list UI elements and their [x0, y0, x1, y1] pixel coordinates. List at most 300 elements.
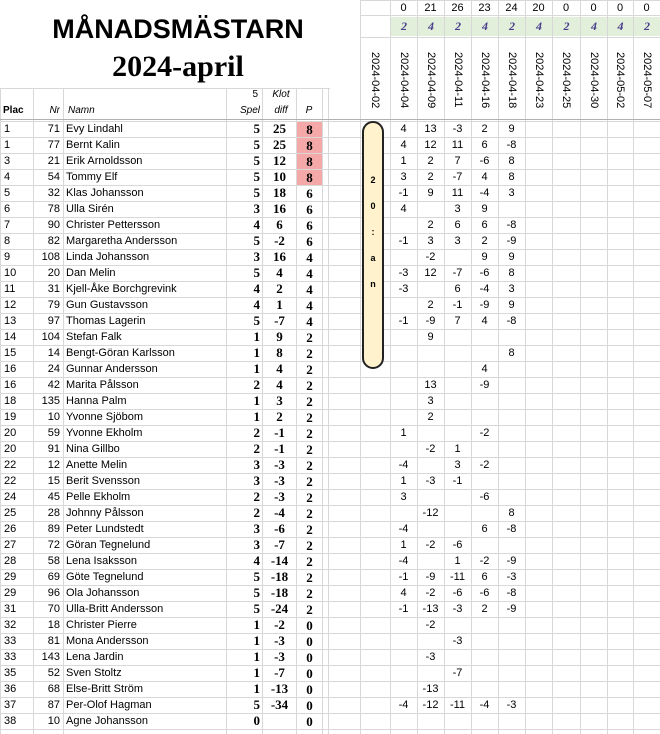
cell-namn: Marita Pålsson — [66, 379, 139, 391]
cell-score — [360, 377, 390, 393]
cell-score: -7 — [452, 171, 463, 183]
cell-namn: Nina Gillbo — [66, 443, 120, 455]
cell-klot-diff: -2 — [274, 233, 285, 248]
cell-poang: 2 — [306, 490, 313, 505]
cell-spel: 2 — [253, 377, 260, 392]
cell-namn: Bernt Kalin — [66, 139, 120, 151]
cell-placering: 20 — [4, 427, 17, 439]
round-count: 26 — [451, 2, 464, 14]
date-header: 2024-04-30 — [587, 52, 600, 109]
cell-spel: 5 — [253, 185, 260, 200]
cell-score: 6 — [481, 571, 488, 583]
cell-nr: 18 — [47, 619, 60, 631]
cell-score: 9 — [481, 203, 488, 215]
cell-nr: 52 — [47, 667, 60, 679]
cell-placering: 1 — [4, 139, 11, 151]
round-count: 23 — [478, 2, 491, 14]
cell-score: -4 — [479, 187, 490, 199]
cell-poang: 6 — [306, 234, 313, 249]
cell-poang: 2 — [306, 442, 313, 457]
cell-score — [360, 601, 390, 617]
cell-score — [471, 505, 498, 521]
cell-placering: 14 — [4, 331, 17, 343]
table-row — [0, 361, 660, 377]
cell-score: -9 — [506, 603, 517, 615]
header-spel: Spel — [239, 105, 260, 116]
cell-spel: 1 — [253, 393, 260, 408]
cell-score — [417, 553, 444, 569]
cell-klot-diff: -18 — [270, 585, 289, 600]
cell-spel: 3 — [253, 201, 260, 216]
cell-namn: Linda Johansson — [66, 251, 150, 263]
cell-klot-diff: 1 — [276, 297, 283, 312]
cell-poang: 8 — [297, 122, 322, 137]
cell-score: 4 — [481, 315, 488, 327]
sheet-title: MÅNADSMÄSTARN — [52, 14, 304, 44]
cell-klot-diff: 4 — [276, 377, 283, 392]
cell-score — [471, 713, 498, 729]
cell-score — [444, 649, 471, 665]
cell-klot-diff: -34 — [270, 697, 289, 712]
cell-score — [471, 329, 498, 345]
table-count: 2 — [445, 17, 471, 36]
cell-score: 3 — [454, 203, 461, 215]
cell-score: 1 — [400, 155, 407, 167]
cell-placering: 9 — [4, 251, 11, 263]
cell-namn: Gun Gustavsson — [66, 299, 148, 311]
cell-nr: 59 — [47, 427, 60, 439]
date-header: 2024-04-09 — [424, 52, 437, 109]
cell-spel: 5 — [253, 601, 260, 616]
cell-placering: 33 — [4, 635, 17, 647]
cell-score — [360, 617, 390, 633]
header-poang: P — [305, 105, 313, 116]
cell-placering: 13 — [4, 315, 17, 327]
cell-placering: 7 — [4, 219, 11, 231]
cell-spel: 3 — [253, 457, 260, 472]
table-row — [0, 457, 660, 473]
cell-score — [390, 249, 417, 265]
table-count: 2 — [391, 17, 417, 36]
cell-poang: 4 — [306, 298, 313, 313]
cell-namn: Ulla-Britt Andersson — [66, 603, 164, 615]
date-header: 2024-04-16 — [478, 52, 491, 109]
cell-namn: Peter Lundstedt — [66, 523, 144, 535]
cell-spel: 3 — [253, 473, 260, 488]
cell-score: -3 — [425, 475, 436, 487]
cell-namn: Anette Melin — [66, 459, 128, 471]
table-row — [0, 585, 660, 601]
cell-score — [390, 377, 417, 393]
cell-namn: Johnny Pålsson — [66, 507, 144, 519]
sheet-subtitle: 2024-april — [112, 50, 244, 83]
cell-nr: 97 — [47, 315, 60, 327]
cell-placering: 18 — [4, 395, 17, 407]
cell-score — [390, 617, 417, 633]
paus-char: : — [371, 227, 375, 237]
cell-poang: 4 — [306, 314, 313, 329]
cell-score: 4 — [481, 363, 488, 375]
cell-score: 4 — [400, 203, 407, 215]
cell-score — [360, 633, 390, 649]
cell-score: 13 — [424, 123, 437, 135]
cell-score: -8 — [506, 219, 517, 231]
table-count: 2 — [499, 17, 525, 36]
table-count: 2 — [634, 17, 660, 36]
cell-score: 2 — [481, 123, 488, 135]
cell-namn: Hanna Palm — [66, 395, 127, 407]
cell-score — [417, 361, 444, 377]
cell-score — [417, 633, 444, 649]
cell-score: -13 — [422, 603, 439, 615]
table-row — [0, 201, 660, 217]
cell-score — [360, 713, 390, 729]
cell-score — [444, 329, 471, 345]
cell-score — [417, 201, 444, 217]
cell-klot-diff: -7 — [274, 537, 285, 552]
table-row — [0, 409, 660, 425]
cell-placering: 37 — [4, 699, 17, 711]
header-namn: Namn — [68, 105, 95, 116]
cell-klot-diff: -24 — [270, 601, 289, 616]
cell-spel: 4 — [253, 553, 260, 568]
cell-score: -9 — [506, 555, 517, 567]
cell-poang: 2 — [306, 426, 313, 441]
cell-spel: 5 — [253, 697, 260, 712]
table-row — [0, 313, 660, 329]
cell-poang: 8 — [297, 154, 322, 169]
cell-score: 6 — [454, 283, 461, 295]
cell-score — [498, 649, 525, 665]
table-count: 4 — [581, 17, 607, 36]
cell-spel: 5 — [253, 233, 260, 248]
cell-score: -8 — [506, 587, 517, 599]
cell-score — [498, 201, 525, 217]
cell-score — [471, 441, 498, 457]
cell-placering: 20 — [4, 443, 17, 455]
cell-klot-diff: -3 — [274, 633, 285, 648]
cell-score — [360, 457, 390, 473]
cell-nr: 42 — [47, 379, 60, 391]
cell-score: -2 — [479, 427, 490, 439]
cell-poang: 2 — [306, 410, 313, 425]
cell-score: 3 — [454, 235, 461, 247]
cell-spel: 0 — [253, 713, 260, 728]
cell-placering: 25 — [4, 507, 17, 519]
cell-nr: 143 — [41, 651, 60, 663]
cell-namn: Ola Johansson — [66, 587, 140, 599]
table-row — [0, 393, 660, 409]
cell-klot-diff: -7 — [274, 313, 285, 328]
cell-score — [390, 649, 417, 665]
table-row — [0, 249, 660, 265]
cell-score — [417, 713, 444, 729]
cell-spel: 1 — [253, 361, 260, 376]
cell-score — [360, 681, 390, 697]
cell-spel: 5 — [253, 265, 260, 280]
cell-poang: 2 — [306, 458, 313, 473]
cell-score: 6 — [481, 219, 488, 231]
table-row — [0, 137, 660, 153]
cell-namn: Berit Svensson — [66, 475, 140, 487]
cell-score — [444, 425, 471, 441]
cell-namn: Thomas Lagerin — [66, 315, 146, 327]
cell-score — [390, 217, 417, 233]
cell-score: 6 — [454, 219, 461, 231]
cell-score: 12 — [424, 267, 437, 279]
cell-score: 1 — [454, 443, 461, 455]
cell-nr: 68 — [47, 683, 60, 695]
cell-namn: Agne Johansson — [66, 715, 148, 727]
cell-score — [471, 409, 498, 425]
gridline-h — [360, 37, 660, 38]
cell-score — [498, 633, 525, 649]
cell-score — [498, 409, 525, 425]
cell-namn: Klas Johansson — [66, 187, 144, 199]
cell-score: -9 — [506, 235, 517, 247]
cell-namn: Christer Pettersson — [66, 219, 161, 231]
cell-poang: 6 — [306, 186, 313, 201]
table-row — [0, 329, 660, 345]
table-row — [0, 521, 660, 537]
cell-namn: Sven Stoltz — [66, 667, 122, 679]
cell-score — [360, 665, 390, 681]
cell-score — [417, 457, 444, 473]
cell-score: -1 — [398, 571, 409, 583]
cell-score: -2 — [425, 539, 436, 551]
cell-score — [498, 329, 525, 345]
cell-score: -3 — [452, 635, 463, 647]
gridline-h — [0, 88, 330, 89]
cell-spel: 1 — [253, 345, 260, 360]
cell-score: -2 — [425, 619, 436, 631]
cell-score: 6 — [481, 523, 488, 535]
cell-nr: 81 — [47, 635, 60, 647]
cell-score: 9 — [508, 251, 515, 263]
table-row — [0, 121, 660, 137]
table-row — [0, 489, 660, 505]
cell-spel: 1 — [253, 409, 260, 424]
cell-score: -3 — [506, 699, 517, 711]
cell-score: -4 — [398, 555, 409, 567]
cell-poang: 0 — [306, 714, 313, 729]
table-row — [0, 169, 660, 185]
cell-poang: 2 — [306, 586, 313, 601]
cell-score — [417, 425, 444, 441]
cell-namn: Margaretha Andersson — [66, 235, 178, 247]
cell-nr: 82 — [47, 235, 60, 247]
cell-nr: 104 — [41, 331, 60, 343]
cell-score — [390, 713, 417, 729]
cell-score: 4 — [481, 171, 488, 183]
cell-score: 8 — [508, 155, 515, 167]
cell-poang: 2 — [306, 602, 313, 617]
header-klot-diff: diff — [274, 105, 288, 116]
cell-namn: Mona Andersson — [66, 635, 149, 647]
cell-nr: 108 — [41, 251, 60, 263]
cell-score: -9 — [479, 379, 490, 391]
cell-score — [360, 441, 390, 457]
cell-spel: 1 — [253, 681, 260, 696]
cell-namn: Dan Melin — [66, 267, 116, 279]
cell-poang: 0 — [306, 698, 313, 713]
cell-score: -4 — [479, 699, 490, 711]
cell-klot-diff: 25 — [273, 137, 286, 152]
cell-poang: 8 — [297, 170, 322, 185]
cell-klot-diff: 2 — [276, 409, 283, 424]
cell-score: -8 — [506, 523, 517, 535]
paus-char: 0 — [370, 201, 376, 211]
cell-nr: 90 — [47, 219, 60, 231]
cell-poang: 2 — [306, 506, 313, 521]
cell-klot-diff: 16 — [273, 249, 286, 264]
cell-klot-diff: 10 — [273, 169, 286, 184]
cell-score — [390, 441, 417, 457]
header-klot-top: Klot — [272, 89, 290, 100]
cell-placering: 38 — [4, 715, 17, 727]
cell-score — [498, 489, 525, 505]
cell-score: -9 — [479, 299, 490, 311]
cell-score — [498, 393, 525, 409]
cell-score: -6 — [452, 587, 463, 599]
cell-spel: 3 — [253, 537, 260, 552]
cell-score: 13 — [424, 379, 437, 391]
cell-score — [444, 521, 471, 537]
cell-nr: 70 — [47, 603, 60, 615]
cell-score: 9 — [427, 331, 434, 343]
table-count: 4 — [418, 17, 444, 36]
cell-poang: 2 — [306, 346, 313, 361]
cell-placering: 22 — [4, 475, 17, 487]
cell-nr: 32 — [47, 187, 60, 199]
cell-score — [360, 489, 390, 505]
cell-klot-diff: 12 — [273, 153, 286, 168]
cell-namn: Göran Tegnelund — [66, 539, 151, 551]
date-header: 2024-04-18 — [505, 52, 518, 109]
cell-score: 7 — [454, 315, 461, 327]
cell-score — [390, 409, 417, 425]
table-row — [0, 185, 660, 201]
cell-poang: 0 — [306, 618, 313, 633]
table-row — [0, 297, 660, 313]
cell-klot-diff: 18 — [273, 185, 286, 200]
cell-score: 1 — [400, 427, 407, 439]
cell-nr: 54 — [47, 171, 60, 183]
cell-namn: Evy Lindahl — [66, 123, 123, 135]
cell-spel: 5 — [253, 153, 260, 168]
cell-score — [498, 441, 525, 457]
cell-placering: 29 — [4, 587, 17, 599]
round-count: 0 — [616, 2, 624, 14]
cell-nr: 71 — [47, 123, 60, 135]
cell-score — [444, 393, 471, 409]
cell-placering: 8 — [4, 235, 11, 247]
cell-poang: 2 — [306, 362, 313, 377]
paus-char: n — [370, 279, 376, 289]
cell-spel: 5 — [253, 313, 260, 328]
cell-klot-diff: -3 — [274, 489, 285, 504]
cell-nr: 28 — [47, 507, 60, 519]
cell-namn: Kjell-Åke Borchgrevink — [66, 283, 177, 295]
header-rule — [0, 119, 660, 120]
cell-score: -2 — [479, 459, 490, 471]
cell-score — [417, 665, 444, 681]
cell-score: 8 — [508, 507, 515, 519]
table-row — [0, 617, 660, 633]
cell-klot-diff: -3 — [274, 649, 285, 664]
table-row — [0, 697, 660, 713]
cell-score — [444, 361, 471, 377]
cell-nr: 21 — [47, 155, 60, 167]
cell-placering: 27 — [4, 539, 17, 551]
cell-nr: 87 — [47, 699, 60, 711]
date-header: 2024-05-02 — [614, 52, 626, 109]
cell-namn: Lena Jardin — [66, 651, 124, 663]
cell-score — [360, 505, 390, 521]
cell-score: -11 — [449, 571, 466, 583]
cell-score: 3 — [400, 491, 407, 503]
cell-spel: 3 — [253, 249, 260, 264]
cell-score: 3 — [508, 283, 515, 295]
cell-score — [444, 409, 471, 425]
cell-klot-diff: -3 — [274, 457, 285, 472]
table-row — [0, 681, 660, 697]
cell-placering: 19 — [4, 411, 17, 423]
cell-score: -1 — [398, 315, 409, 327]
cell-score: -7 — [452, 667, 463, 679]
cell-score — [360, 553, 390, 569]
cell-namn: Tommy Elf — [66, 171, 118, 183]
cell-poang: 2 — [306, 474, 313, 489]
cell-score — [360, 409, 390, 425]
cell-score — [417, 281, 444, 297]
cell-score — [390, 297, 417, 313]
cell-score: -12 — [422, 699, 439, 711]
cell-score: -4 — [398, 459, 409, 471]
cell-nr: 91 — [47, 443, 60, 455]
cell-score — [360, 697, 390, 713]
cell-score: 2 — [427, 411, 434, 423]
cell-score — [471, 665, 498, 681]
round-count: 24 — [505, 2, 518, 14]
cell-spel: 1 — [253, 329, 260, 344]
round-count: 0 — [562, 2, 570, 14]
cell-spel: 4 — [253, 297, 260, 312]
gridline-h — [0, 729, 660, 730]
cell-score: 3 — [400, 171, 407, 183]
round-count: 0 — [400, 2, 407, 14]
cell-klot-diff: 4 — [276, 265, 283, 280]
cell-score: -2 — [479, 555, 490, 567]
cell-score — [360, 569, 390, 585]
cell-score: 9 — [481, 251, 488, 263]
cell-placering: 35 — [4, 667, 17, 679]
table-count: 2 — [553, 17, 580, 36]
table-count: 4 — [472, 17, 498, 36]
cell-namn: Bengt-Göran Karlsson — [66, 347, 175, 359]
cell-klot-diff: -3 — [274, 473, 285, 488]
cell-nr: 135 — [41, 395, 60, 407]
cell-score — [498, 713, 525, 729]
cell-score: -1 — [452, 475, 463, 487]
cell-poang: 0 — [306, 682, 313, 697]
cell-klot-diff: 3 — [276, 393, 283, 408]
table-row — [0, 377, 660, 393]
cell-score — [444, 489, 471, 505]
cell-poang: 4 — [306, 250, 313, 265]
table-row — [0, 233, 660, 249]
cell-klot-diff: -18 — [270, 569, 289, 584]
